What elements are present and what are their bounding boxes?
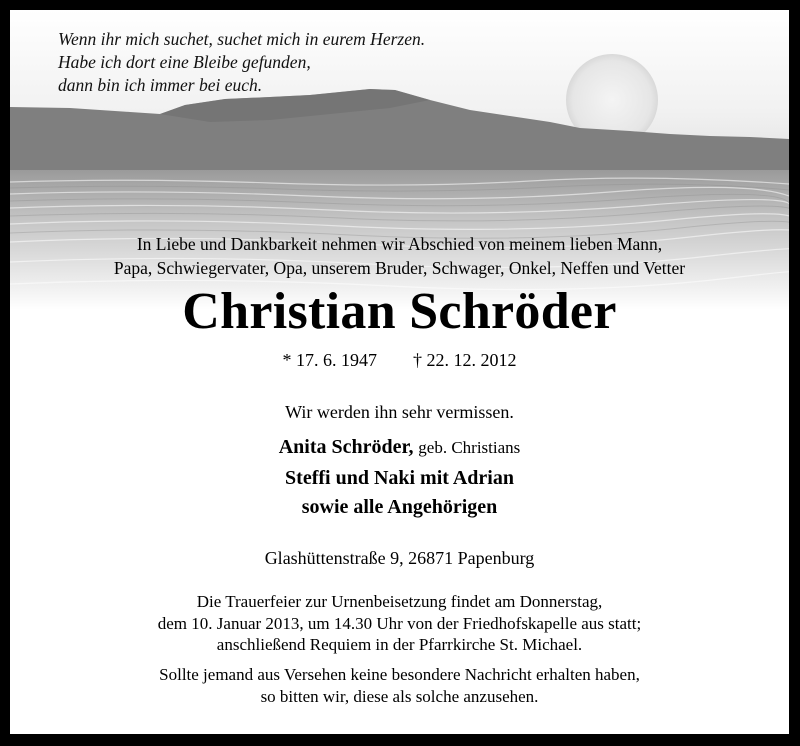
poem-line: Wenn ihr mich suchet, suchet mich in eurem Herzen. xyxy=(58,29,426,49)
widow-name: Anita Schröder, xyxy=(278,436,414,458)
family-line-1 xyxy=(10,434,789,461)
family-line-2: Steffi und Naki mit Adrian xyxy=(285,467,514,489)
poem-line: dann bin ich immer bei euch. xyxy=(58,75,263,95)
obituary-card xyxy=(10,10,789,734)
address: Glashüttenstraße 9, 26871 Papenburg xyxy=(264,548,535,568)
miss-line: Wir werden ihn sehr vermissen. xyxy=(285,402,514,422)
ceremony-notice xyxy=(10,591,789,656)
intro-text xyxy=(10,232,789,280)
ceremony-line: anschließend Requiem in der Pfarrkirche St. Michael. xyxy=(216,635,583,654)
family-line-3: sowie alle Angehörigen xyxy=(301,496,498,518)
closing-notice xyxy=(10,664,789,707)
poem-quote xyxy=(58,28,425,97)
ceremony-line: dem 10. Januar 2013, um 14.30 Uhr von der Friedhofskapelle aus statt; xyxy=(157,613,642,633)
closing-line: Sollte jemand aus Versehen keine besondere Nachricht erhalten haben, xyxy=(159,665,640,684)
closing-line: so bitten wir, diese als solche anzusehen. xyxy=(260,686,539,706)
intro-line: Papa, Schwiegervater, Opa, unserem Bruder, Schwager, Onkel, Neffen und Vetter xyxy=(113,258,686,278)
life-dates xyxy=(10,348,789,372)
poem-line: Habe ich dort eine Bleibe gefunden, xyxy=(58,52,311,72)
intro-line: In Liebe und Dankbarkeit nehmen wir Abschied von meinem lieben Mann, xyxy=(136,234,663,254)
deceased-name: Christian Schröder xyxy=(182,283,617,340)
birth-date: * 17. 6. 1947 xyxy=(282,350,377,370)
maiden-name-note: geb. Christians xyxy=(418,438,521,457)
death-date: † 22. 12. 2012 xyxy=(413,350,517,370)
ceremony-line: Die Trauerfeier zur Urnenbeisetzung findet am Donnerstag, xyxy=(196,592,603,611)
